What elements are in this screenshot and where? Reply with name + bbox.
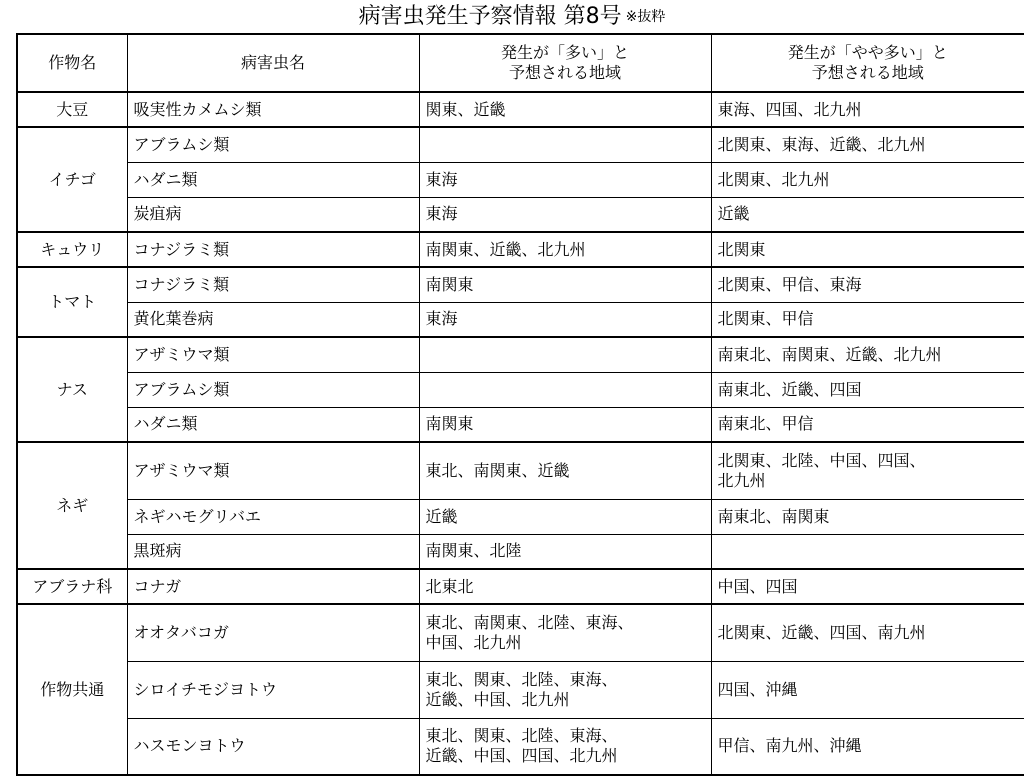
pest-name-cell: アザミウマ類 xyxy=(127,337,419,372)
table-row xyxy=(17,267,1024,302)
some-regions-cell xyxy=(711,499,1024,534)
many-regions-cell xyxy=(419,718,711,775)
region-text: 関東、近畿 xyxy=(425,99,506,119)
table-row xyxy=(17,661,1024,718)
table-row xyxy=(17,162,1024,197)
region-text: 中国、北九州 xyxy=(425,632,522,652)
table-row xyxy=(17,534,1024,569)
region-text: 東北、関東、北陸、東海、 xyxy=(425,669,618,689)
region-text: 近畿 xyxy=(717,204,750,224)
forecast-table xyxy=(16,33,1024,776)
some-regions-cell xyxy=(711,718,1024,775)
many-regions-cell xyxy=(419,267,711,302)
region-text: 東海 xyxy=(425,204,458,224)
page-title xyxy=(0,0,1024,33)
header-crop xyxy=(17,34,127,92)
many-regions-cell xyxy=(419,92,711,127)
header-many-regions xyxy=(419,34,711,92)
region-text: 南関東、近畿、北九州 xyxy=(425,239,586,259)
region-text: 甲信、南九州、沖縄 xyxy=(717,736,862,756)
region-text: 北九州 xyxy=(717,470,766,490)
table-row xyxy=(17,604,1024,661)
region-text: 北関東、北陸、中国、四国、 xyxy=(717,450,926,470)
region-text: 南東北、南関東 xyxy=(717,506,830,526)
some-regions-cell xyxy=(711,442,1024,499)
header-text: 発生が「多い」と xyxy=(500,43,629,62)
region-text: 北東北 xyxy=(425,576,474,596)
region-text: 北関東、甲信、東海 xyxy=(717,274,862,294)
some-regions-cell xyxy=(711,162,1024,197)
table-row xyxy=(17,499,1024,534)
many-regions-cell xyxy=(419,604,711,661)
crop-name-cell: 大豆 xyxy=(17,92,127,127)
region-text: 南東北、近畿、四国 xyxy=(717,379,862,399)
header-some-regions xyxy=(711,34,1024,92)
some-regions-cell xyxy=(711,372,1024,407)
region-text: 北関東、東海、近畿、北九州 xyxy=(717,134,926,154)
table-row xyxy=(17,197,1024,232)
pest-name-cell: アザミウマ類 xyxy=(127,442,419,499)
pest-name-cell: コナガ xyxy=(127,569,419,604)
many-regions-cell xyxy=(419,499,711,534)
some-regions-cell xyxy=(711,127,1024,162)
some-regions-cell xyxy=(711,337,1024,372)
some-regions-cell xyxy=(711,407,1024,442)
region-text: 南東北、南関東、近畿、北九州 xyxy=(717,344,942,364)
some-regions-cell xyxy=(711,92,1024,127)
table-row xyxy=(17,372,1024,407)
region-text: 四国、沖縄 xyxy=(717,679,798,699)
pest-name-cell: ネギハモグリバエ xyxy=(127,499,419,534)
region-text: 南関東 xyxy=(425,274,474,294)
pest-name-cell: 炭疽病 xyxy=(127,197,419,232)
table-row xyxy=(17,407,1024,442)
region-text: 北関東 xyxy=(717,239,766,259)
table-row xyxy=(17,337,1024,372)
region-text: 中国、四国 xyxy=(717,576,798,596)
table-row xyxy=(17,232,1024,267)
region-text: 北関東、甲信 xyxy=(717,309,814,329)
table-row xyxy=(17,127,1024,162)
pest-name-cell: オオタバコガ xyxy=(127,604,419,661)
pest-name-cell: 吸実性カメムシ類 xyxy=(127,92,419,127)
some-regions-cell xyxy=(711,569,1024,604)
region-text: 近畿 xyxy=(425,506,458,526)
crop-name-cell: ネギ xyxy=(17,442,127,569)
region-text: 南関東 xyxy=(425,414,474,434)
region-text: 北関東、北九州 xyxy=(717,169,830,189)
table-row xyxy=(17,92,1024,127)
pest-name-cell: 黒斑病 xyxy=(127,534,419,569)
region-text: 東海 xyxy=(425,169,458,189)
region-text: 東海 xyxy=(425,309,458,329)
some-regions-cell xyxy=(711,197,1024,232)
many-regions-cell xyxy=(419,127,711,162)
table-header-row xyxy=(17,34,1024,92)
pest-name-cell: コナジラミ類 xyxy=(127,267,419,302)
crop-name-cell: キュウリ xyxy=(17,232,127,267)
crop-name-cell: ナス xyxy=(17,337,127,442)
some-regions-cell xyxy=(711,534,1024,569)
some-regions-cell xyxy=(711,604,1024,661)
region-text: 近畿、中国、北九州 xyxy=(425,689,570,709)
region-text: 東海、四国、北九州 xyxy=(717,99,862,119)
table-body xyxy=(17,92,1024,775)
table-row xyxy=(17,442,1024,499)
title-main: 病害虫発生予察情報 第8号 xyxy=(358,4,622,29)
some-regions-cell xyxy=(711,232,1024,267)
crop-name-cell: アブラナ科 xyxy=(17,569,127,604)
many-regions-cell xyxy=(419,569,711,604)
some-regions-cell xyxy=(711,267,1024,302)
many-regions-cell xyxy=(419,372,711,407)
many-regions-cell xyxy=(419,302,711,337)
region-text: 東北、関東、北陸、東海、 xyxy=(425,726,618,746)
many-regions-cell xyxy=(419,407,711,442)
header-text: 予想される地域 xyxy=(508,63,621,82)
many-regions-cell xyxy=(419,197,711,232)
region-text: 東北、南関東、北陸、東海、 xyxy=(425,612,634,632)
pest-name-cell: コナジラミ類 xyxy=(127,232,419,267)
pest-name-cell: ハスモンヨトウ xyxy=(127,718,419,775)
many-regions-cell xyxy=(419,232,711,267)
pest-name-cell: ハダニ類 xyxy=(127,407,419,442)
crop-name-cell: 作物共通 xyxy=(17,604,127,775)
table-row xyxy=(17,569,1024,604)
header-text: 病害虫名 xyxy=(240,53,305,72)
many-regions-cell xyxy=(419,661,711,718)
pest-name-cell: シロイチモジヨトウ xyxy=(127,661,419,718)
crop-name-cell: トマト xyxy=(17,267,127,337)
pest-name-cell: ハダニ類 xyxy=(127,162,419,197)
header-text: 作物名 xyxy=(48,53,97,72)
region-text: 東北、南関東、近畿 xyxy=(425,460,570,480)
table-row xyxy=(17,718,1024,775)
pest-name-cell: 黄化葉巻病 xyxy=(127,302,419,337)
many-regions-cell xyxy=(419,534,711,569)
many-regions-cell xyxy=(419,162,711,197)
header-pest xyxy=(127,34,419,92)
pest-name-cell: アブラムシ類 xyxy=(127,127,419,162)
header-text: 発生が「やや多い」と xyxy=(787,43,948,62)
pest-name-cell: アブラムシ類 xyxy=(127,372,419,407)
header-text: 予想される地域 xyxy=(811,63,924,82)
region-text: 南関東、北陸 xyxy=(425,541,522,561)
region-text: 近畿、中国、四国、北九州 xyxy=(425,746,618,766)
many-regions-cell xyxy=(419,442,711,499)
many-regions-cell xyxy=(419,337,711,372)
some-regions-cell xyxy=(711,661,1024,718)
region-text: 北関東、近畿、四国、南九州 xyxy=(717,622,926,642)
crop-name-cell: イチゴ xyxy=(17,127,127,232)
some-regions-cell xyxy=(711,302,1024,337)
region-text: 南東北、甲信 xyxy=(717,414,814,434)
table-row xyxy=(17,302,1024,337)
title-note: ※抜粋 xyxy=(625,9,666,25)
